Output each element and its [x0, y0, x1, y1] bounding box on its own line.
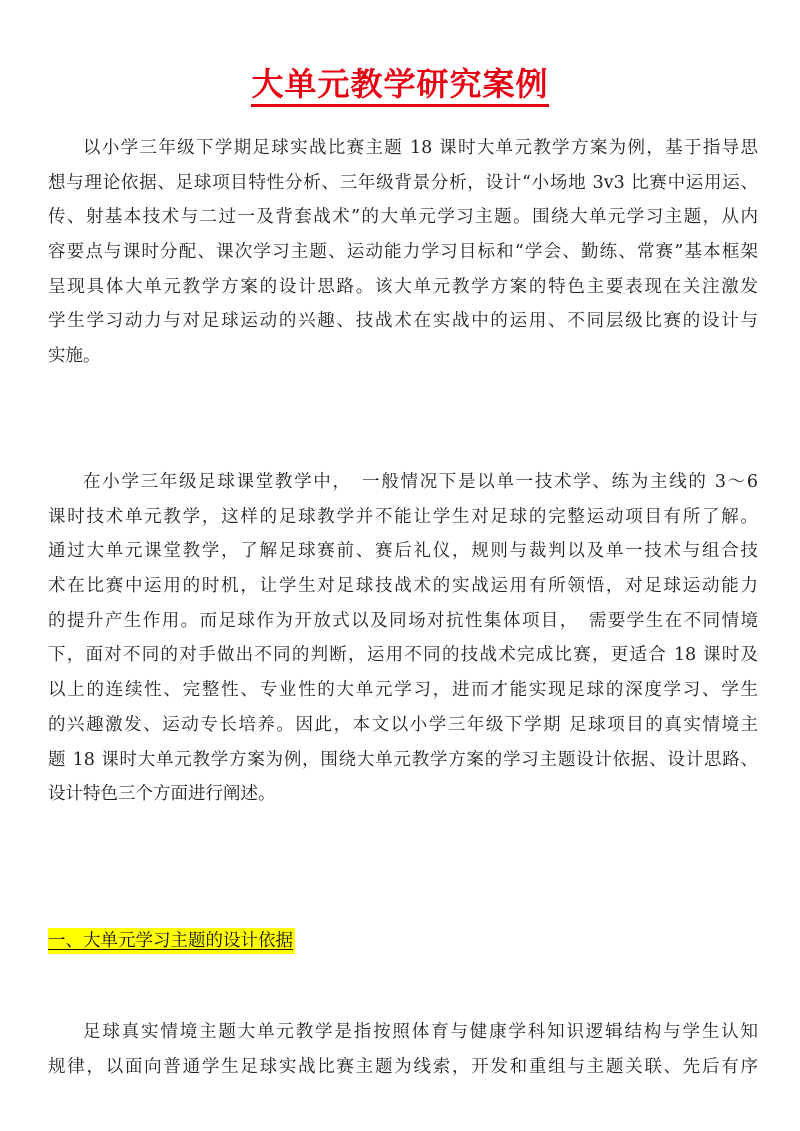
- paragraph-line: 想与理论依据、足球项目特性分析、三年级背景分析，设计“小场地 3v3 比赛中运用运、: [48, 172, 758, 193]
- paragraph-line: 以小学三年级下学期足球实战比赛主题 18 课时大单元教学方案为例，基于指导思: [83, 138, 758, 158]
- paragraph-context: [48, 465, 758, 812]
- paragraph-intro: [48, 131, 758, 374]
- paragraph-line: 题 18 课时大单元教学方案为例，围绕大单元教学方案的学习主题设计依据、设计思路、: [48, 749, 758, 770]
- paragraph-line: 足球真实情境主题大单元教学是指按照体育与健康学科知识逻辑结构与学生认知: [83, 1022, 758, 1042]
- paragraph-line: 设计特色三个方面进行阐述。: [48, 784, 276, 805]
- paragraph-line: 规律，以面向普通学生足球实战比赛主题为线索，开发和重组与主题关联、先后有序: [48, 1056, 758, 1077]
- paragraph-line: 课时技术单元教学，这样的足球教学并不能让学生对足球的完整运动项目有所了解。: [48, 506, 758, 527]
- paragraph-line: 实施。: [48, 346, 101, 367]
- paragraph-line: 容要点与课时分配、课次学习主题、运动能力学习目标和“学会、勤练、常赛”基本框架: [48, 242, 758, 263]
- section-heading-text: 一、大单元学习主题的设计依据: [48, 928, 295, 954]
- paragraph-line: 的兴趣激发、运动专长培养。因此，本文以小学三年级下学期 足球项目的真实情境主: [48, 714, 758, 735]
- paragraph-line: 的提升产生作用。而足球作为开放式以及同场对抗性集体项目， 需要学生在不同情境: [48, 610, 758, 631]
- paragraph-line: 呈现具体大单元教学方案的设计思路。该大单元教学方案的特色主要表现在关注激发: [48, 276, 758, 297]
- paragraph-line: 下，面对不同的对手做出不同的判断，运用不同的技战术完成比赛，更适合 18 课时及: [48, 645, 758, 666]
- paragraph-line: 通过大单元课堂教学，了解足球赛前、赛后礼仪，规则与裁判以及单一技术与组合技: [48, 541, 758, 562]
- paragraph-line: 术在比赛中运用的时机，让学生对足球技战术的实战运用有所领悟，对足球运动能力: [48, 576, 758, 597]
- paragraph-section-1: [48, 1015, 758, 1084]
- paragraph-line: 学生学习动力与对足球运动的兴趣、技战术在实战中的运用、不同层级比赛的设计与: [48, 311, 758, 332]
- section-heading: [48, 928, 295, 954]
- document-title: [0, 64, 800, 104]
- paragraph-line: 在小学三年级足球课堂教学中， 一般情况下是以单一技术学、练为主线的 3～6: [83, 472, 758, 492]
- paragraph-line: 以上的连续性、完整性、专业性的大单元学习，进而才能实现足球的深度学习、学生: [48, 680, 758, 701]
- document-title-text: 大单元教学研究案例: [251, 65, 548, 107]
- paragraph-line: 传、射基本技术与二过一及背套战术”的大单元学习主题。围绕大单元学习主题，从内: [48, 207, 758, 228]
